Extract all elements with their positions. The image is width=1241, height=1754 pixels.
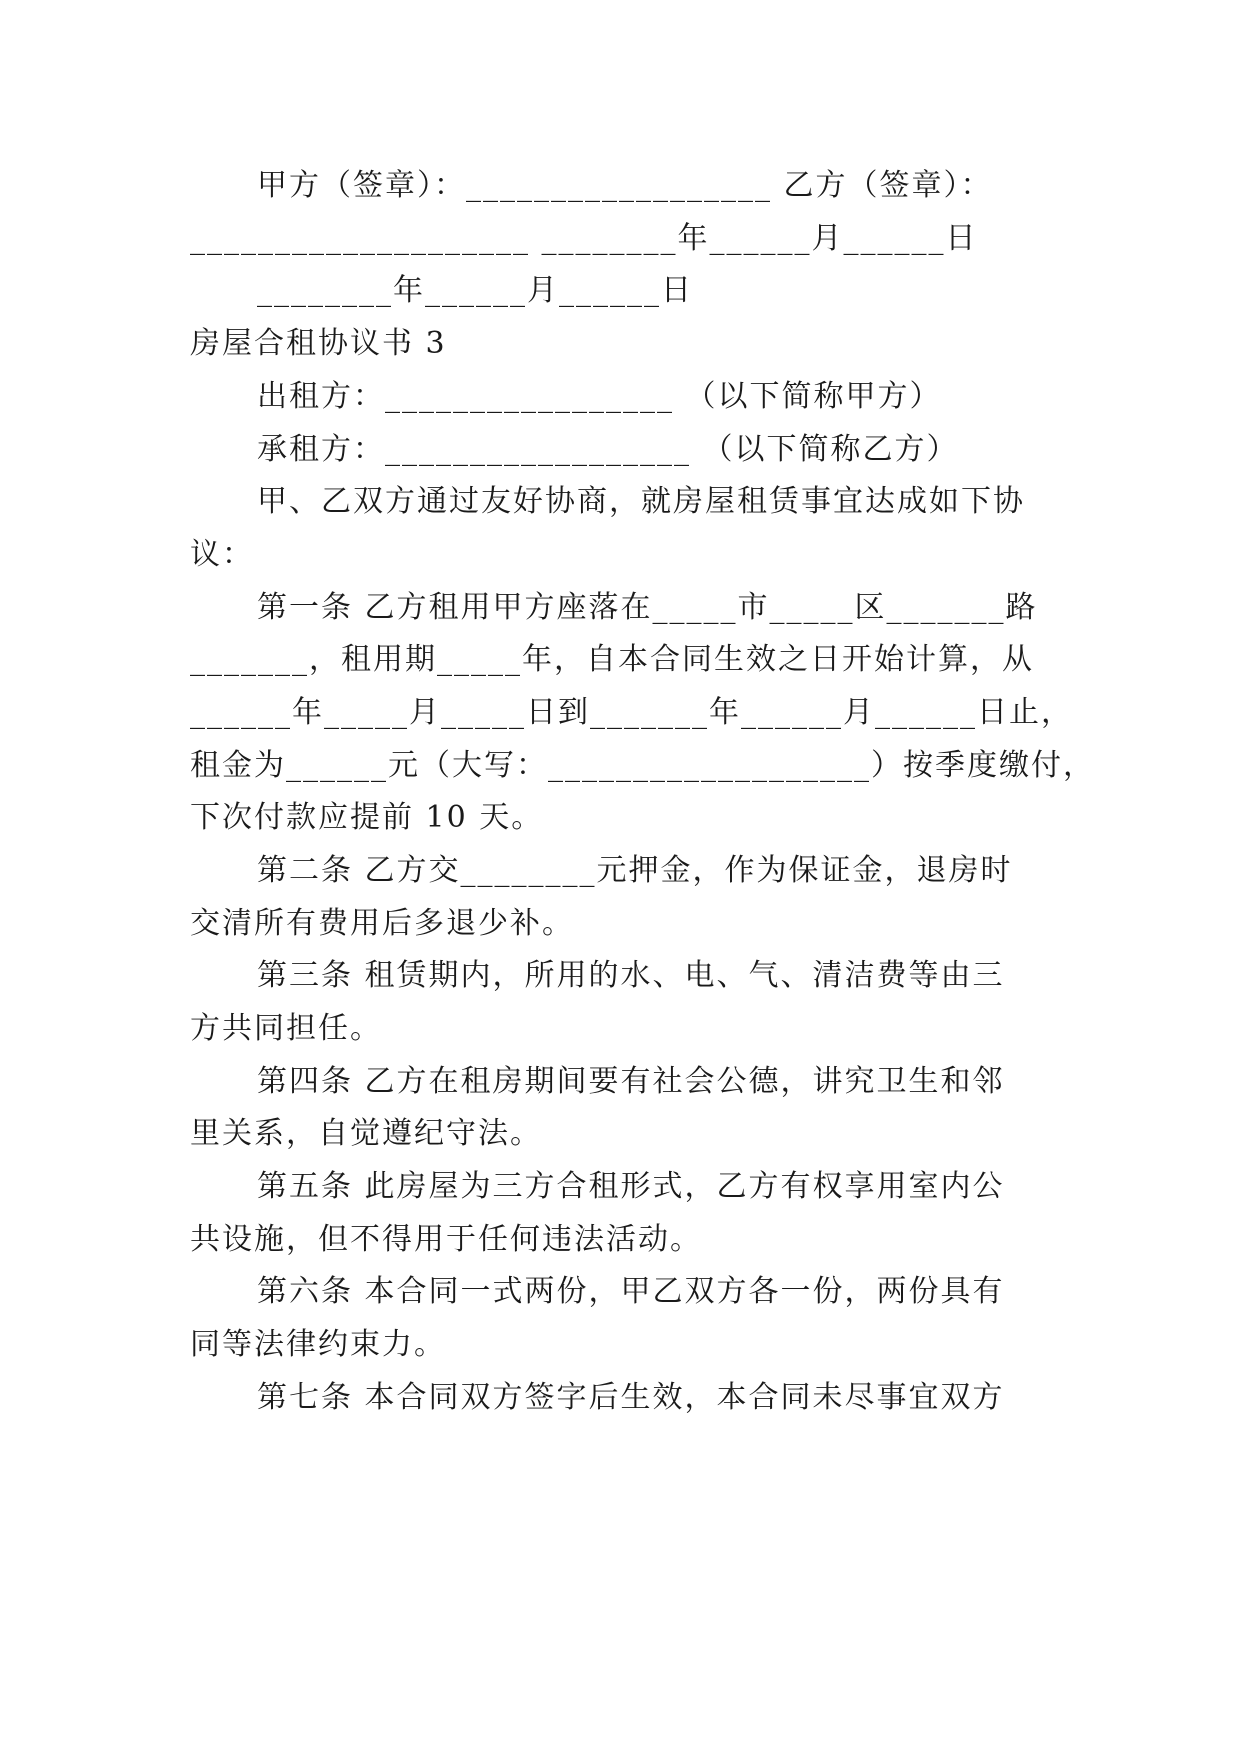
document-title: 房屋合租协议书 3 — [190, 326, 447, 361]
article-1-line: 租金为______元（大写：___________________）按季度缴付， — [190, 748, 1095, 783]
preamble-line: 议： — [190, 537, 254, 572]
article-5-line: 第五条 此房屋为三方合租形式，乙方有权享用室内公 — [257, 1169, 1005, 1204]
article-6-line: 同等法律约束力。 — [190, 1327, 446, 1362]
article-4-line: 第四条 乙方在租房期间要有社会公德，讲究卫生和邻 — [257, 1064, 1005, 1099]
article-1-line: 第一条 乙方租用甲方座落在_____市_____区_______路 — [257, 590, 1038, 625]
article-4-line: 里关系，自觉遵纪守法。 — [190, 1116, 542, 1151]
article-6-line: 第六条 本合同一式两份，甲乙双方各一份，两份具有 — [257, 1274, 1005, 1309]
article-5-line: 共设施，但不得用于任何违法活动。 — [190, 1222, 702, 1257]
article-1-line: 下次付款应提前 10 天。 — [190, 800, 544, 835]
article-1-line: ______年_____月_____日到_______年______月______日止， — [190, 695, 1073, 730]
lessee-line: 承租方：__________________ （以下简称乙方） — [257, 432, 959, 467]
article-3-line: 第三条 租赁期内，所用的水、电、气、清洁费等由三 — [257, 958, 1005, 993]
article-2-line: 交清所有费用后多退少补。 — [190, 906, 574, 941]
article-7-line: 第七条 本合同双方签字后生效，本合同未尽事宜双方 — [257, 1380, 1005, 1415]
lessor-line: 出租方：_________________ （以下简称甲方） — [257, 379, 942, 414]
preamble-line: 甲、乙双方通过友好协商，就房屋租赁事宜达成如下协 — [257, 484, 1025, 519]
signature-line-parties: 甲方（签章）：__________________ 乙方（签章）： — [257, 168, 993, 203]
article-1-line: _______，租用期_____年，自本合同生效之日开始计算，从 — [190, 642, 1034, 677]
signature-line-date-2: ________年______月______日 — [257, 273, 693, 308]
article-2-line: 第二条 乙方交________元押金，作为保证金，退房时 — [257, 853, 1013, 888]
signature-line-date-1: ____________________ ________年______月______日 — [190, 221, 978, 256]
article-3-line: 方共同担任。 — [190, 1011, 382, 1046]
